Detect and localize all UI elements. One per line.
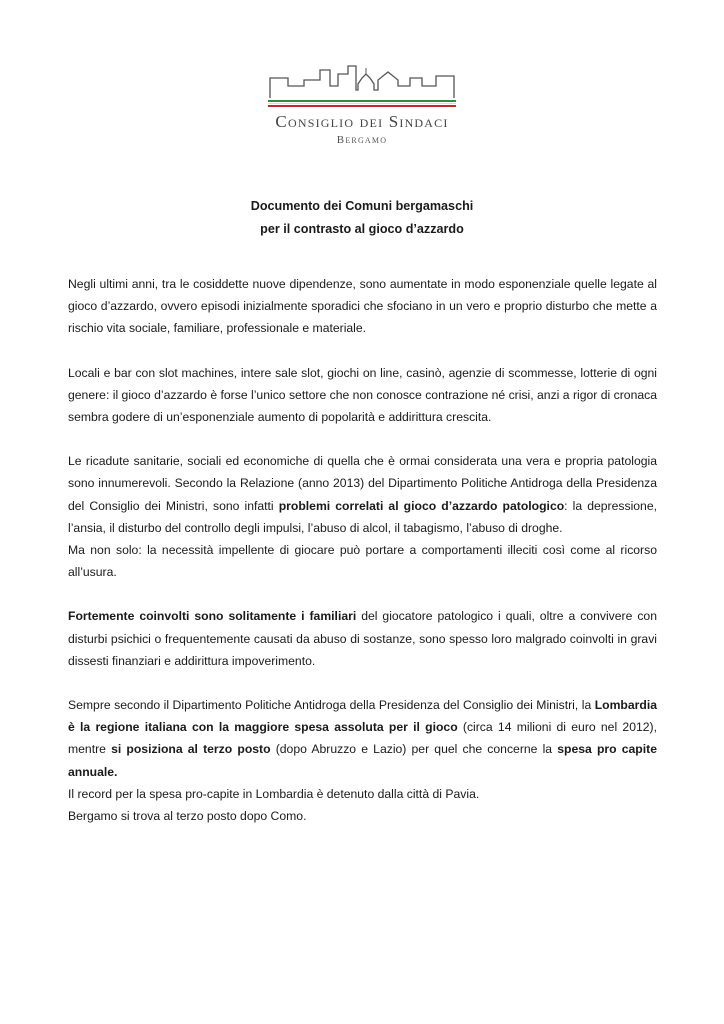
paragraph-6 <box>68 694 657 783</box>
paragraph-1: Negli ultimi anni, tra le cosiddette nuove dipendenze, sono aumentate in modo esponenziale quelle legate al gioco d’azzardo, ovvero episodi inizialmente sporadici che sfociano in un vero e proprio disturbo che mette a rischio vita sociale, familiare, professionale e materiale. <box>68 277 657 336</box>
paragraph-6-bold-f: spesa pro capite annuale. <box>68 742 657 779</box>
paragraph-6-text-c: (circa 14 milioni di euro nel 2012), mentre <box>68 720 657 757</box>
paragraph-3-text-c: : la depressione, l’ansia, il disturbo del controllo degli impulsi, l’abuso di alcol, il tabagismo, l’abuso di droghe. <box>68 498 657 535</box>
paragraph-3 <box>68 450 657 539</box>
document-body <box>68 273 657 827</box>
org-city: Bergamo <box>336 134 388 146</box>
skyline-outline <box>270 66 454 98</box>
paragraph-5-bold: Fortemente coinvolti sono solitamente i familiari <box>68 609 357 624</box>
paragraph-6-bold-b: Lombardia è la regione italiana con la maggiore spesa assoluta per il gioco <box>68 698 657 735</box>
paragraph-4: Ma non solo: la necessità impellente di giocare può portare a comportamenti illeciti così come al ricorso all’usura. <box>68 543 657 580</box>
paragraph-3-text-a: Le ricadute sanitarie, sociali ed economiche di quella che è ormai considerata una vera e propria patologia sono innumerevoli. Secondo la Relazione (anno 2013) del Dipartimento Politiche Antidroga della Presidenza del Consiglio dei Ministri, sono infatti <box>68 454 657 513</box>
paragraph-8: Bergamo si trova al terzo posto dopo Como. <box>68 809 307 824</box>
paragraph-6-text-a: Sempre secondo il Dipartimento Politiche Antidroga della Presidenza del Consiglio dei Ministri, la <box>68 698 595 713</box>
paragraph-3-bold: problemi correlati al gioco d’azzardo patologico <box>278 498 565 513</box>
org-name: Consiglio dei Sindaci <box>275 112 449 131</box>
document-title <box>68 195 656 241</box>
paragraph-5 <box>68 605 657 672</box>
title-line-1: Documento dei Comuni bergamaschi <box>250 199 474 213</box>
paragraph-2: Locali e bar con slot machines, intere sale slot, giochi on line, casinò, agenzie di scommesse, lotterie di ogni genere: il gioco d’azzardo è forse l’unico settore che non conosce contrazione né crisi, anzi a rigor di cronaca sembra godere di un’esponenziale aumento di popolarità e addirittura crescita. <box>68 365 657 425</box>
skyline-logo-graphic <box>266 62 458 108</box>
paragraph-5-text: del giocatore patologico i quali, oltre a convivere con disturbi psichici o frequentemente causati da abuso di sostanze, sono spesso loro malgrado coinvolti in gravi dissesti finanziari e addirittura impoverimento. <box>68 609 657 668</box>
paragraph-6-text-e: (dopo Abruzzo e Lazio) per quel che concerne la <box>270 742 558 757</box>
paragraph-7: Il record per la spesa pro-capite in Lombardia è detenuto dalla città di Pavia. <box>68 786 480 801</box>
title-line-2: per il contrasto al gioco d’azzardo <box>260 222 464 236</box>
logo <box>266 62 458 146</box>
paragraph-6-bold-d: si posiziona al terzo posto <box>111 742 271 757</box>
